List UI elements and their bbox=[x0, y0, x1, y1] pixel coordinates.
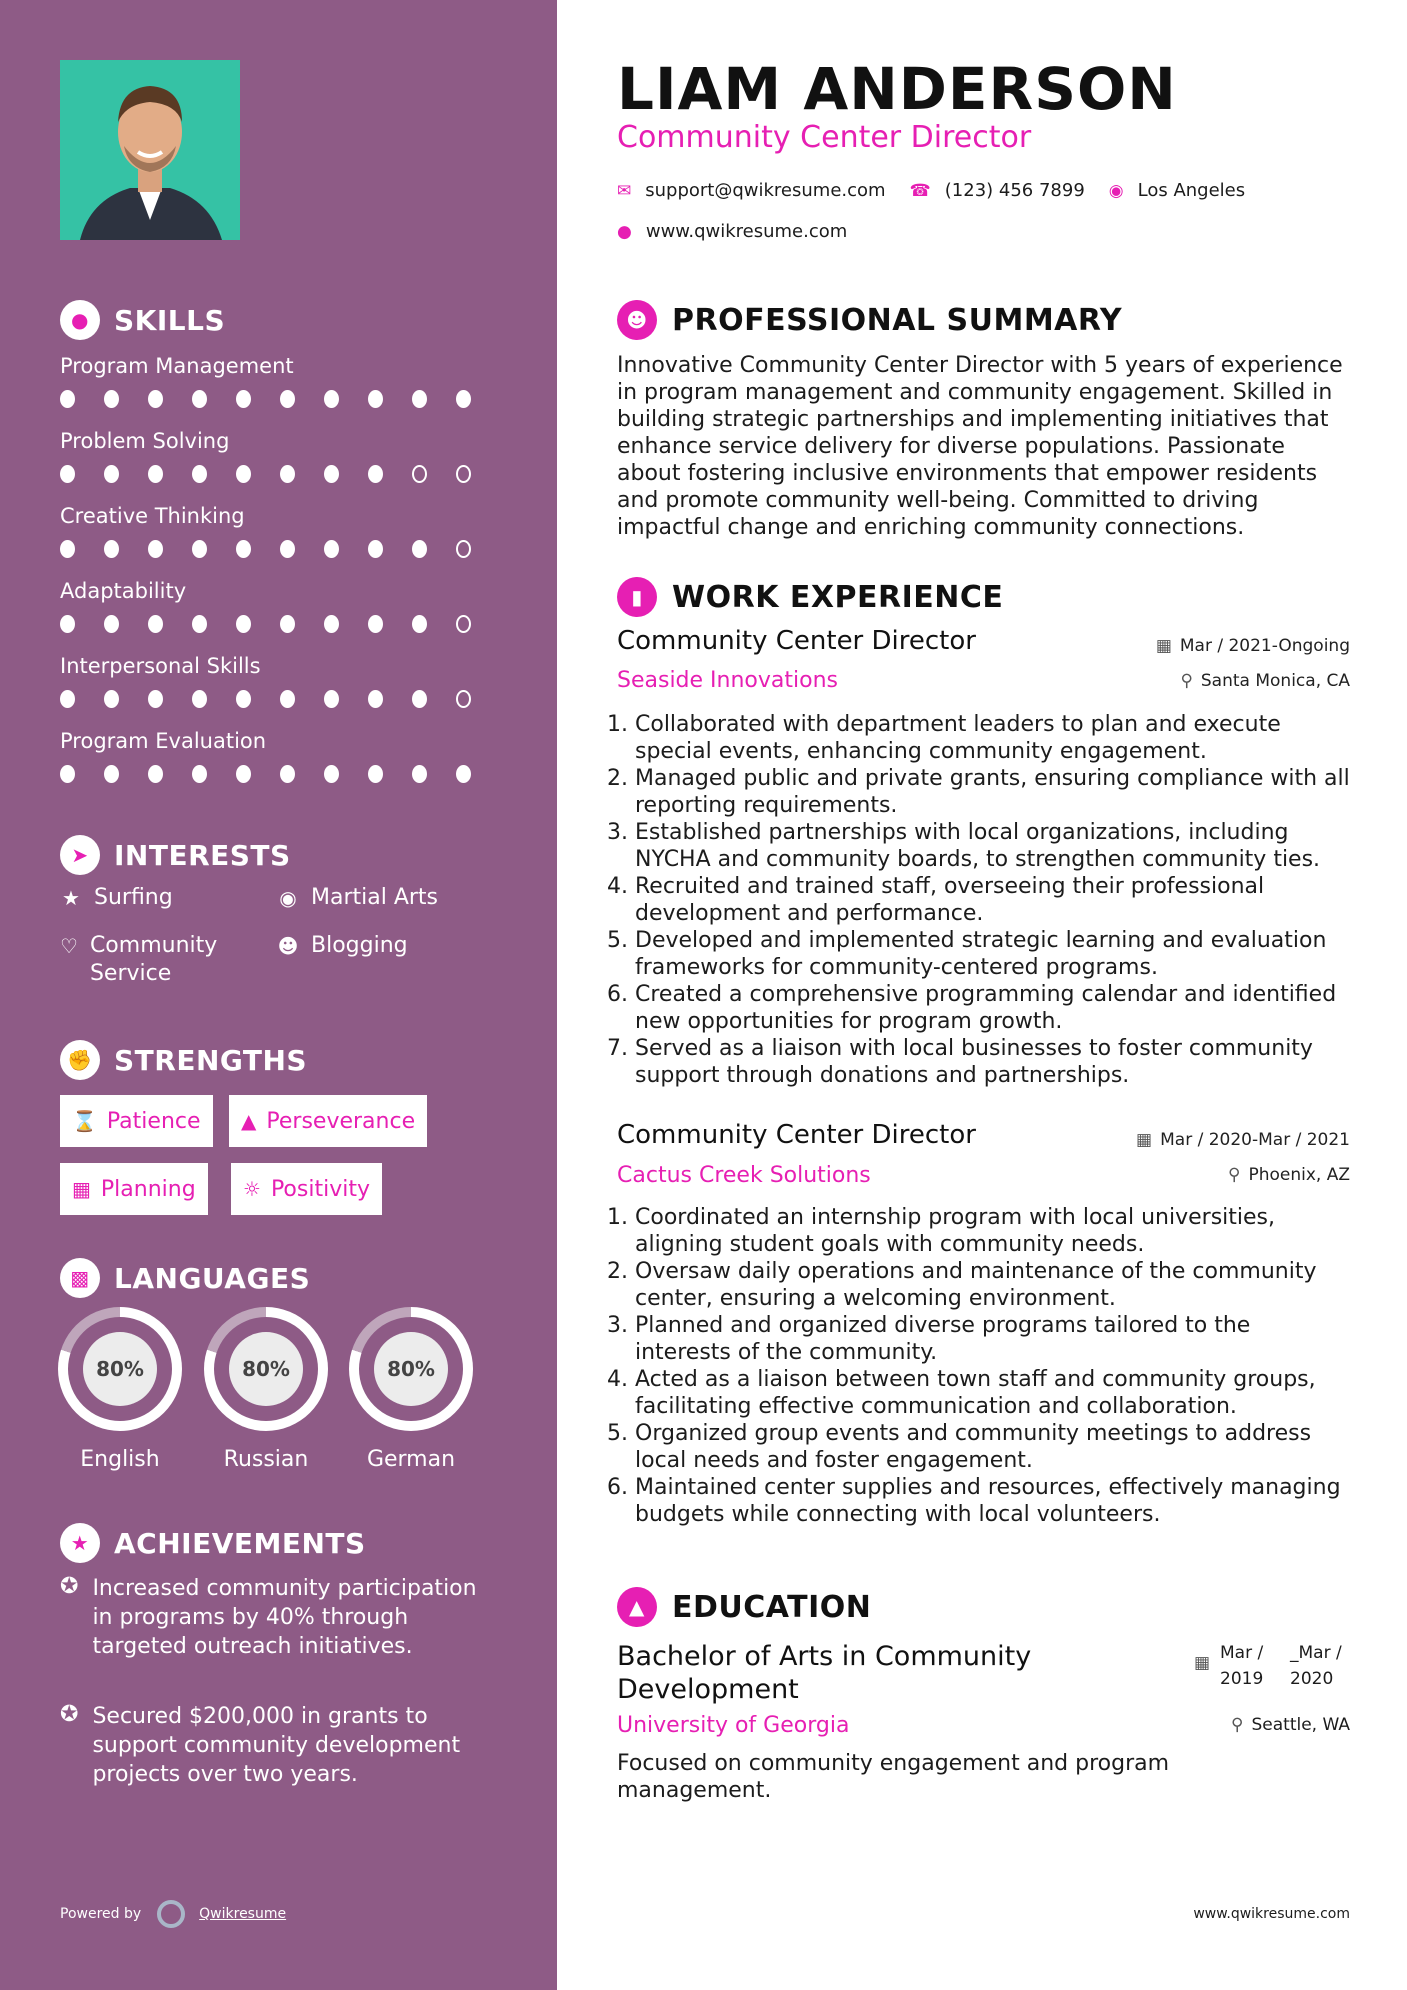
mountain-icon: ▲ bbox=[241, 1109, 257, 1133]
email-link[interactable]: support@qwikresume.com bbox=[645, 180, 886, 201]
languages-heading: ▩ LANGUAGES bbox=[60, 1258, 310, 1298]
skill-row bbox=[60, 352, 500, 408]
skill-dot bbox=[236, 615, 251, 633]
language-item: 80% German bbox=[349, 1307, 473, 1472]
skill-rating bbox=[60, 390, 500, 408]
strength-badge: ⌛ Patience bbox=[60, 1095, 213, 1147]
skill-dot bbox=[192, 765, 207, 783]
skills-heading: ● SKILLS bbox=[60, 300, 225, 340]
skill-dot bbox=[236, 690, 251, 708]
interests-heading: ➤ INTERESTS bbox=[60, 835, 291, 875]
interest-item: ◉ Martial Arts bbox=[277, 884, 438, 912]
strength-badge: ☼ Positivity bbox=[231, 1163, 382, 1215]
paper-plane-icon: ➤ bbox=[60, 835, 100, 875]
skill-dot bbox=[60, 465, 75, 483]
envelope-icon: ✉ bbox=[617, 180, 632, 201]
school-name: University of Georgia bbox=[617, 1713, 850, 1738]
shooting-star-icon: ✪ bbox=[60, 1702, 79, 1727]
job-bullet: 2. Oversaw daily operations and maintenance of the community center, ensuring a welcoming environment. bbox=[635, 1258, 1350, 1312]
language-ring: 80% bbox=[204, 1307, 328, 1431]
job-dates: ▦ Mar / 2021-Ongoing bbox=[1155, 636, 1350, 656]
users-icon: ☻ bbox=[277, 934, 299, 958]
job-bullet: 3. Established partnerships with local organizations, including NYCHA and community boards, to strengthen community ties. bbox=[635, 819, 1350, 873]
website-link[interactable]: www.qwikresume.com bbox=[645, 221, 848, 242]
skill-rating bbox=[60, 540, 500, 558]
job-title: Community Center Director bbox=[617, 626, 976, 656]
job-bullets bbox=[617, 1204, 1350, 1528]
skill-row bbox=[60, 577, 500, 633]
interest-item: ★ Surfing bbox=[60, 884, 173, 912]
skill-name: Program Management bbox=[60, 354, 294, 378]
skill-dot bbox=[412, 615, 427, 633]
job-location: ⚲ Phoenix, AZ bbox=[1228, 1165, 1350, 1185]
skill-dot bbox=[324, 615, 339, 633]
skill-dot bbox=[324, 465, 339, 483]
summary-text: Innovative Community Center Director with 5 years of experience in program management and community engagement. Skilled in building strategic partnerships and implementing initiatives that enhance service delivery for diverse populations. Passionate about fostering inclusive environments that empower residents and promote community well-being. Committed to driving impactful change and enriching community connections. bbox=[617, 353, 1343, 540]
sidebar bbox=[0, 0, 557, 1990]
skill-dot bbox=[412, 390, 427, 408]
skill-dot bbox=[456, 615, 471, 633]
calendar-icon: ▦ bbox=[1136, 1130, 1153, 1150]
skill-dot bbox=[456, 390, 471, 408]
experience-heading: ▮ WORK EXPERIENCE bbox=[617, 577, 1003, 617]
language-ring: 80% bbox=[349, 1307, 473, 1431]
skill-dot bbox=[60, 390, 75, 408]
skill-dot bbox=[104, 765, 119, 783]
pin-icon: ⚲ bbox=[1231, 1715, 1244, 1735]
language-card-icon: ▩ bbox=[60, 1258, 100, 1298]
skill-dot bbox=[324, 690, 339, 708]
job-dates: ▦ Mar / 2020-Mar / 2021 bbox=[1136, 1130, 1350, 1150]
skill-dot bbox=[236, 390, 251, 408]
sun-icon: ☼ bbox=[243, 1177, 261, 1201]
job-company: Seaside Innovations bbox=[617, 668, 838, 693]
skill-name: Adaptability bbox=[60, 579, 187, 603]
strength-badge: ▲ Perseverance bbox=[229, 1095, 427, 1147]
skill-dot bbox=[192, 615, 207, 633]
job-bullet: 6. Created a comprehensive programming calendar and identified new opportunities for program growth. bbox=[635, 981, 1350, 1035]
skill-dot bbox=[192, 690, 207, 708]
skill-dot bbox=[148, 615, 163, 633]
job-bullet: 3. Planned and organized diverse programs tailored to the interests of the community. bbox=[635, 1312, 1350, 1366]
skill-row bbox=[60, 502, 500, 558]
skill-dot bbox=[280, 690, 295, 708]
contact-row bbox=[617, 180, 1269, 201]
phone-icon: ☎ bbox=[909, 180, 931, 201]
pin-icon: ⚲ bbox=[1180, 671, 1193, 691]
strengths-heading: ✊ STRENGTHS bbox=[60, 1040, 307, 1080]
skill-name: Program Evaluation bbox=[60, 729, 267, 753]
fist-icon: ✊ bbox=[60, 1040, 100, 1080]
skill-dot bbox=[324, 540, 339, 558]
skill-dot bbox=[192, 465, 207, 483]
skill-name: Creative Thinking bbox=[60, 504, 245, 528]
skill-rating bbox=[60, 465, 500, 483]
skill-dot bbox=[104, 465, 119, 483]
user-icon: ☻ bbox=[617, 300, 657, 340]
job-bullet: 4. Acted as a liaison between town staff and community groups, facilitating effective communication and collaboration. bbox=[635, 1366, 1350, 1420]
job-bullet: 5. Organized group events and community meetings to address local needs and foster engagement. bbox=[635, 1420, 1350, 1474]
skill-dot bbox=[104, 615, 119, 633]
skill-dot bbox=[280, 390, 295, 408]
globe-icon: ● bbox=[617, 221, 632, 242]
skill-dot bbox=[60, 540, 75, 558]
skill-dot bbox=[324, 765, 339, 783]
job-bullet: 4. Recruited and trained staff, overseeing their professional development and performance. bbox=[635, 873, 1350, 927]
achievement-item: ✪ Secured $200,000 in grants to support community development projects over two years. bbox=[60, 1702, 461, 1787]
qwikresume-logo-icon bbox=[157, 1900, 185, 1928]
graduation-icon: ▲ bbox=[617, 1587, 657, 1627]
skill-dot bbox=[412, 540, 427, 558]
achievements-heading: ★ ACHIEVEMENTS bbox=[60, 1523, 366, 1563]
globe-icon: ◉ bbox=[279, 886, 297, 910]
skill-dot bbox=[148, 465, 163, 483]
achievement-item: ✪ Increased community participation in programs by 40% through targeted outreach initiatives. bbox=[60, 1574, 477, 1659]
interest-item: ☻ Blogging bbox=[277, 933, 408, 958]
star-badge-icon: ★ bbox=[60, 1523, 100, 1563]
skill-dot bbox=[60, 765, 75, 783]
skill-dot bbox=[368, 765, 383, 783]
strength-badge: ▦ Planning bbox=[60, 1163, 208, 1215]
skill-dot bbox=[236, 765, 251, 783]
skill-rating bbox=[60, 765, 500, 783]
job-title: Community Center Director bbox=[617, 1120, 976, 1150]
skill-dot bbox=[368, 690, 383, 708]
skill-name: Interpersonal Skills bbox=[60, 654, 261, 678]
skill-rating bbox=[60, 615, 500, 633]
skill-dot bbox=[104, 690, 119, 708]
summary-heading: ☻ PROFESSIONAL SUMMARY bbox=[617, 300, 1122, 340]
calendar-icon: ▦ bbox=[72, 1177, 91, 1201]
skill-row bbox=[60, 727, 500, 783]
skill-dot bbox=[456, 690, 471, 708]
skill-row bbox=[60, 652, 500, 708]
pin-icon: ⚲ bbox=[1228, 1165, 1241, 1185]
skill-dot bbox=[148, 765, 163, 783]
skill-dot bbox=[236, 540, 251, 558]
job-location: ⚲ Santa Monica, CA bbox=[1180, 671, 1350, 691]
education-heading: ▲ EDUCATION bbox=[617, 1587, 871, 1627]
lightbulb-icon: ● bbox=[60, 300, 100, 340]
shooting-star-icon: ✪ bbox=[60, 1574, 79, 1599]
education-location: ⚲ Seattle, WA bbox=[1231, 1715, 1350, 1735]
language-ring: 80% bbox=[58, 1307, 182, 1431]
job-company: Cactus Creek Solutions bbox=[617, 1163, 871, 1188]
candidate-role: Community Center Director bbox=[617, 120, 1032, 155]
footer-website-link[interactable]: www.qwikresume.com bbox=[1193, 1906, 1350, 1922]
job-bullet: 2. Managed public and private grants, ensuring compliance with all reporting requirements. bbox=[635, 765, 1350, 819]
skill-dot bbox=[412, 465, 427, 483]
qwikresume-link[interactable]: Qwikresume bbox=[199, 1906, 287, 1922]
skill-dot bbox=[412, 765, 427, 783]
candidate-name: LIAM ANDERSON bbox=[617, 55, 1177, 123]
skill-dot bbox=[456, 540, 471, 558]
skill-dot bbox=[412, 690, 427, 708]
website-row bbox=[617, 221, 871, 242]
skill-dot bbox=[148, 390, 163, 408]
hand-icon: ♡ bbox=[60, 934, 78, 958]
hourglass-icon: ⌛ bbox=[72, 1109, 97, 1133]
degree-title: Bachelor of Arts in Community Development bbox=[617, 1641, 1032, 1705]
skill-dot bbox=[368, 540, 383, 558]
skill-dot bbox=[368, 390, 383, 408]
skill-dot bbox=[60, 690, 75, 708]
skill-dot bbox=[104, 540, 119, 558]
calendar-icon: ▦ bbox=[1193, 1653, 1210, 1673]
map-pin-icon: ◉ bbox=[1108, 180, 1124, 201]
skill-dot bbox=[324, 390, 339, 408]
skill-dot bbox=[368, 615, 383, 633]
skill-dot bbox=[104, 390, 119, 408]
powered-by: Powered by Qwikresume bbox=[60, 1900, 286, 1928]
skill-dot bbox=[192, 390, 207, 408]
skill-dot bbox=[60, 615, 75, 633]
skill-dot bbox=[148, 690, 163, 708]
skill-name: Problem Solving bbox=[60, 429, 230, 453]
skill-dot bbox=[280, 540, 295, 558]
profile-photo bbox=[60, 60, 240, 240]
skill-dot bbox=[456, 465, 471, 483]
skill-dot bbox=[280, 465, 295, 483]
calendar-icon: ▦ bbox=[1155, 636, 1172, 656]
job-bullet: 6. Maintained center supplies and resources, effectively managing budgets while connecting with local volunteers. bbox=[635, 1474, 1350, 1528]
skill-dot bbox=[456, 765, 471, 783]
star-icon: ★ bbox=[62, 886, 80, 910]
education-description: Focused on community engagement and program management. bbox=[617, 1751, 1170, 1803]
skill-dot bbox=[368, 465, 383, 483]
skill-rating bbox=[60, 690, 500, 708]
language-item: 80% Russian bbox=[204, 1307, 328, 1472]
skill-dot bbox=[148, 540, 163, 558]
skill-dot bbox=[280, 615, 295, 633]
job-bullet: 1. Collaborated with department leaders to plan and execute special events, enhancing community engagement. bbox=[635, 711, 1350, 765]
job-bullet: 5. Developed and implemented strategic learning and evaluation frameworks for community-centered programs. bbox=[635, 927, 1350, 981]
skill-dot bbox=[280, 765, 295, 783]
job-bullets bbox=[617, 711, 1350, 1089]
skill-row bbox=[60, 427, 500, 483]
education-dates: ▦ Mar / 2019 _Mar / 2020 bbox=[1194, 1640, 1350, 1692]
job-bullet: 1. Coordinated an internship program with local universities, aligning student goals with community needs. bbox=[635, 1204, 1350, 1258]
phone-number: (123) 456 7899 bbox=[944, 180, 1085, 201]
interest-item: ♡ Community Service bbox=[60, 933, 218, 986]
job-bullet: 7. Served as a liaison with local businesses to foster community support through donations and partnerships. bbox=[635, 1035, 1350, 1089]
skill-dot bbox=[236, 465, 251, 483]
skill-dot bbox=[192, 540, 207, 558]
language-item: 80% English bbox=[58, 1307, 182, 1472]
location: Los Angeles bbox=[1137, 180, 1246, 201]
chair-icon: ▮ bbox=[617, 577, 657, 617]
